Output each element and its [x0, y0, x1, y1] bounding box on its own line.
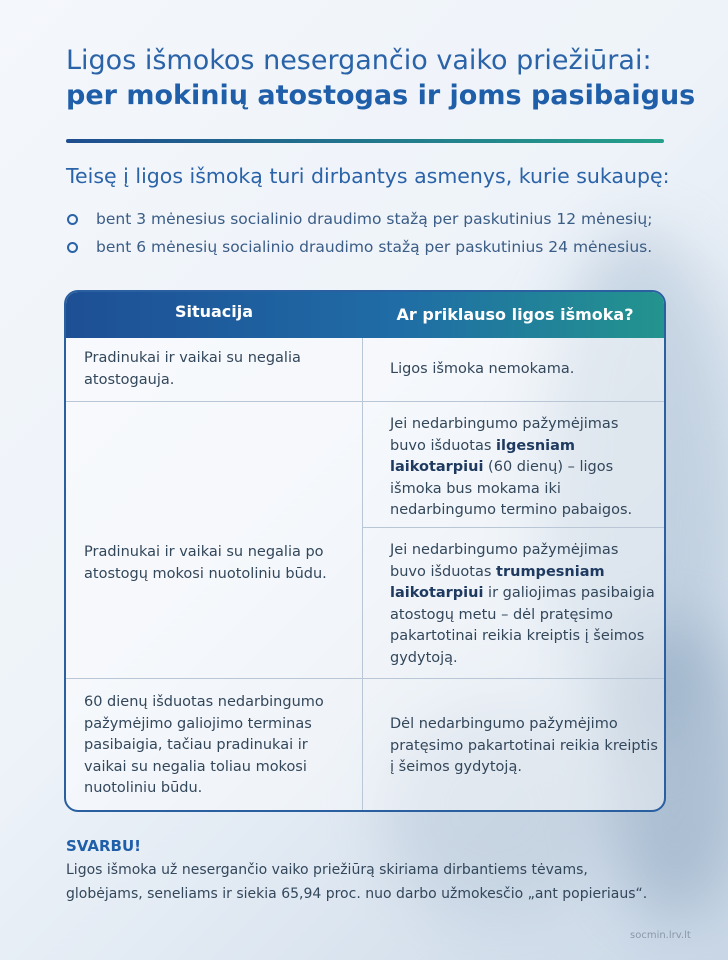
- bullet-icon: [67, 242, 78, 253]
- page-title: [66, 44, 706, 114]
- intro-text: Teisę į ligos išmoką turi dirbantys asmenys, kurie sukaupę:: [66, 164, 670, 188]
- benefit-table: [64, 290, 666, 812]
- row1-answer: Ligos išmoka nemokama.: [390, 361, 575, 377]
- row1-situation: Pradinukai ir vaikai su negalia atostogauja.: [84, 350, 301, 388]
- highlight-short-period: trumpesniam laikotarpiui: [390, 563, 605, 601]
- row3-answer: Dėl nedarbingumo pažymėjimo pratęsimo pakartotinai reikia kreiptis į šeimos gydytoją.: [390, 716, 658, 775]
- row2-answer-short: Jei nedarbingumo pažymėjimas buvo išduotas trumpesniam laikotarpiui ir galiojimas pasibaigia atostogų metu – dėl pratęsimo pakartotinai reikia kreiptis į šeimos gydytoją.: [390, 542, 655, 666]
- title-divider: [66, 139, 664, 143]
- highlight-long-period: ilgesniam laikotarpiui: [390, 437, 576, 475]
- row-divider: [66, 678, 666, 679]
- row2-answer-long: Jei nedarbingumo pažymėjimas buvo išduotas ilgesniam laikotarpiui (60 dienų) – ligos išmoka bus mokama iki nedarbingumo termino pabaigos.: [390, 416, 633, 518]
- sub-row-divider: [363, 527, 666, 528]
- note-heading: SVARBU!: [66, 837, 142, 855]
- column-header-benefit: Ar priklauso ligos išmoka?: [396, 305, 634, 324]
- important-note: [66, 834, 666, 906]
- note-text: Ligos išmoka už nesergančio vaiko priežiūrą skiriama dirbantiems tėvams, globėjams, seneliams ir siekia 65,94 proc. nuo darbo užmokesčio „ant popieriaus“.: [66, 862, 648, 902]
- requirements-list: [66, 205, 652, 261]
- row3-situation: 60 dienų išduotas nedarbingumo pažymėjimo galiojimo terminas pasibaigia, tačiau pradinukai ir vaikai su negalia toliau mokosi nuotoliniu būdu.: [84, 694, 324, 796]
- row-divider: [66, 401, 666, 402]
- row2-situation: Pradinukai ir vaikai su negalia po atostogų mokosi nuotoliniu būdu.: [84, 544, 327, 582]
- title-line-1: Ligos išmokos nesergančio vaiko priežiūrai:: [66, 45, 652, 76]
- list-item: bent 3 mėnesius socialinio draudimo stažą per paskutinius 12 mėnesių;: [66, 205, 652, 233]
- table-header: [66, 292, 664, 338]
- column-header-situation: Situacija: [174, 302, 254, 321]
- bullet-icon: [67, 214, 78, 225]
- title-line-2: per mokinių atostogas ir joms pasibaigus: [66, 80, 696, 111]
- source-link: socmin.lrv.lt: [630, 930, 691, 941]
- list-item: bent 6 mėnesių socialinio draudimo stažą per paskutinius 24 mėnesius.: [66, 233, 652, 261]
- column-divider: [362, 338, 363, 812]
